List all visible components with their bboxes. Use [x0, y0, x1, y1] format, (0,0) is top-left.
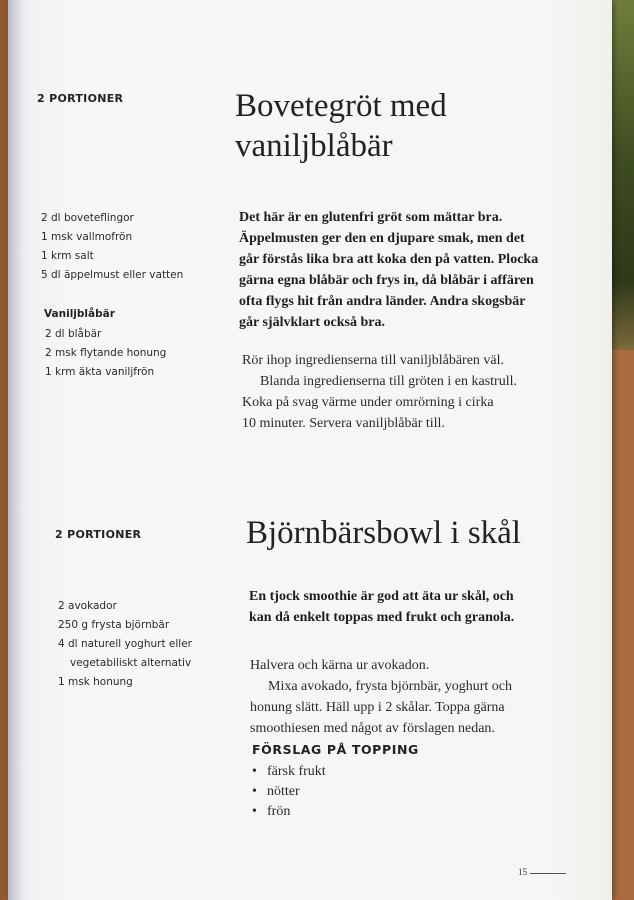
ingredient-item: 1 msk vallmofrön [41, 231, 133, 243]
topping-heading: FÖRSLAG PÅ TOPPING [252, 742, 419, 757]
instruction-line: 10 minuter. Servera vaniljblåbär till. [242, 416, 445, 431]
intro-line: Äppelmusten ger den en djupare smak, men det [239, 231, 525, 246]
recipe2-instructions [250, 655, 512, 739]
intro-line: går självklart också bra. [239, 315, 385, 330]
ingredient-item: 2 dl blåbär [45, 328, 102, 340]
recipe1-title-line2: vaniljblåbär [235, 128, 393, 164]
page-number: 15 [518, 867, 527, 877]
ingredient-item: 1 krm salt [41, 250, 94, 262]
ingredient-item: 2 avokador [58, 600, 117, 612]
page-gutter-edge [8, 0, 22, 900]
instruction-line: Halvera och kärna ur avokadon. [250, 658, 430, 673]
recipe1-instructions [242, 350, 517, 434]
ingredient-item: 1 krm äkta vaniljfrön [45, 366, 155, 378]
instruction-line: smoothiesen med något av förslagen nedan. [250, 721, 495, 736]
ingredient-item: 2 msk flytande honung [45, 347, 167, 359]
instruction-line: honung slätt. Häll upp i 2 skålar. Toppa gärna [250, 700, 505, 715]
recipe1-ingredient-list [41, 209, 183, 285]
topping-item: • frön [251, 802, 326, 822]
intro-line: gärna egna blåbär och frys in, då blåbär i affären [239, 273, 534, 288]
ingredient-item: 1 msk honung [58, 676, 133, 688]
intro-line: Det här är en glutenfri gröt som mättar bra. [239, 210, 503, 225]
recipe2-ingredient-list [58, 597, 192, 692]
intro-line: ofta flygs hit från andra länder. Andra skogsbär [239, 294, 526, 309]
recipe2-portions: 2 PORTIONER [55, 528, 142, 541]
ingredient-item: 4 dl naturell yoghurt eller [58, 638, 192, 650]
ingredient-item: 250 g frysta björnbär [58, 619, 170, 631]
intro-line: går förstås lika bra att koka den på vatten. Plocka [239, 252, 539, 267]
ingredient-item: vegetabiliskt alternativ [70, 657, 192, 669]
topping-item: • färsk frukt [251, 762, 326, 782]
instruction-line: Mixa avokado, frysta björnbär, yoghurt och [268, 679, 512, 694]
recipe1-sub-heading: Vaniljblåbär [44, 308, 115, 320]
recipe1-title-line1: Bovetegröt med [235, 88, 447, 124]
recipe1-title [235, 86, 447, 166]
page-number-rule [530, 873, 566, 874]
topping-item: • nötter [251, 782, 326, 802]
topping-list [251, 762, 326, 822]
recipe1-sub-ingredient-list [45, 325, 166, 382]
recipe1-portions: 2 PORTIONER [37, 92, 124, 105]
recipe2-intro [249, 586, 514, 628]
instruction-line: Blanda ingredienserna till gröten i en kastrull. [260, 374, 517, 389]
ingredient-item: 5 dl äppelmust eller vatten [41, 269, 184, 281]
instruction-line: Koka på svag värme under omrörning i cirka [242, 395, 494, 410]
recipe1-intro [239, 207, 538, 333]
intro-line: kan då enkelt toppas med frukt och granola. [249, 610, 515, 625]
intro-line: En tjock smoothie är god att äta ur skål, och [249, 589, 514, 604]
instruction-line: Rör ihop ingredienserna till vaniljblåbären väl. [242, 353, 505, 368]
book-page [8, 0, 612, 900]
recipe2-title: Björnbärsbowl i skål [246, 515, 521, 551]
ingredient-item: 2 dl boveteflingor [41, 212, 134, 224]
